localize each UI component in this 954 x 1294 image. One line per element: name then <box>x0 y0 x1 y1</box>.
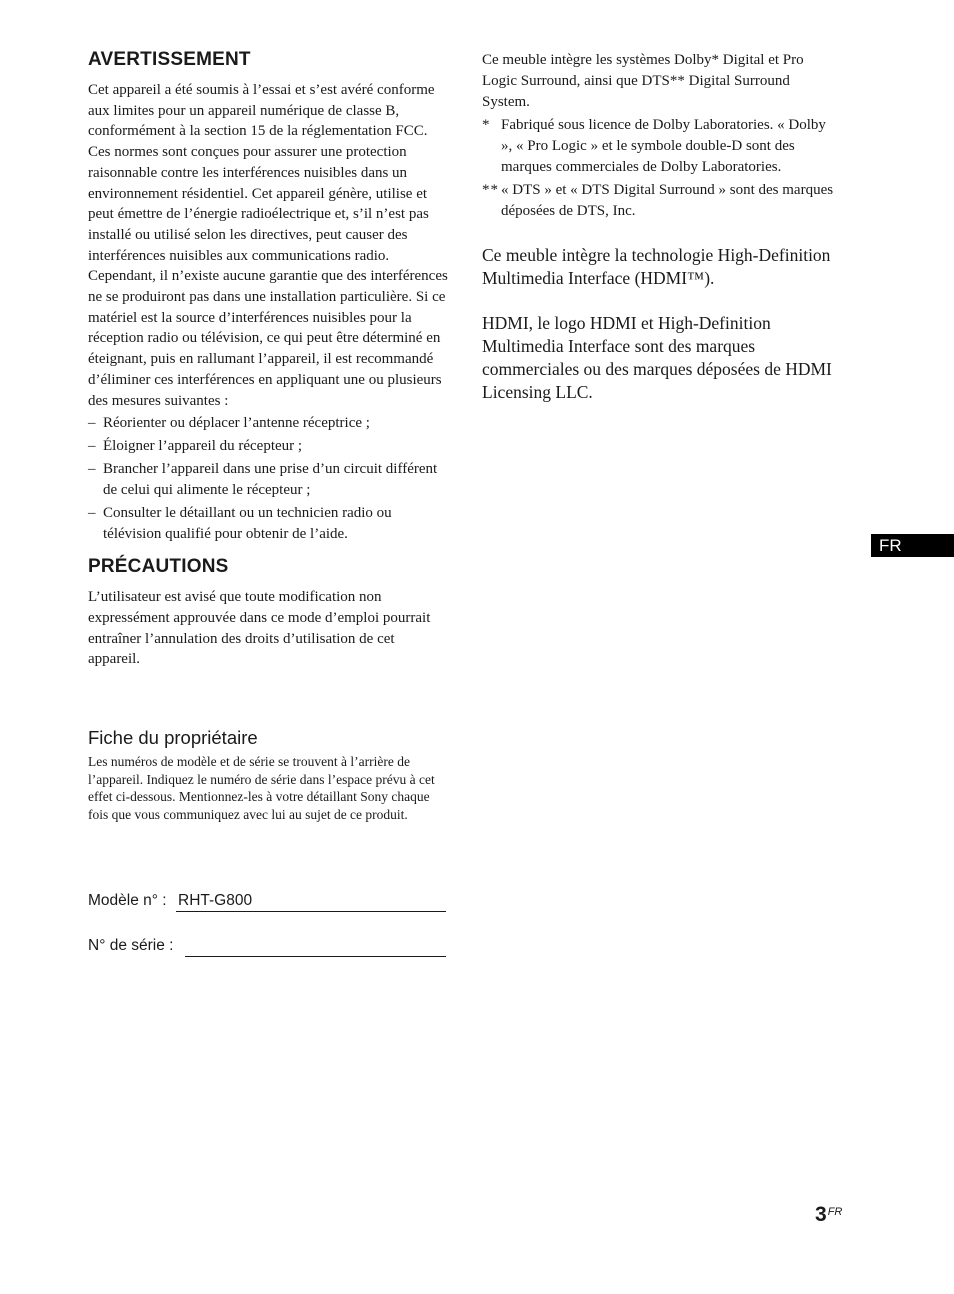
note-item <box>482 180 836 222</box>
list-item <box>88 503 448 545</box>
model-number-label: Modèle n° : <box>88 892 167 909</box>
page-number-suffix: FR <box>827 1206 843 1218</box>
model-number-field <box>88 888 446 912</box>
asterisk-marker: * <box>482 117 491 133</box>
right-column <box>482 50 836 404</box>
left-column <box>88 48 448 823</box>
hdmi-intro: Ce meuble intègre la technologie High-Definition Multimedia Interface (HDMI™). <box>482 245 831 288</box>
list-item <box>88 436 448 457</box>
hdmi-trademark: HDMI, le logo HDMI et High-Definition Multimedia Interface sont des marques commerciales ou des marques déposées de HDMI Licensing LLC. <box>482 313 832 402</box>
note-item <box>482 115 836 178</box>
note-text: « DTS » et « DTS Digital Surround » sont des marques déposées de DTS, Inc. <box>501 182 834 219</box>
model-number-value: RHT-G800 <box>178 892 253 909</box>
precautions-section <box>88 555 448 670</box>
dolby-dts-intro: Ce meuble intègre les systèmes Dolby* Digital et Pro Logic Surround, ainsi que DTS** Digital Surround System. <box>482 52 804 110</box>
serial-number-field <box>88 933 446 957</box>
serial-number-label: N° de série : <box>88 937 174 954</box>
list-item <box>88 459 448 501</box>
page-number <box>815 1203 842 1227</box>
list-item-text: Consulter le détaillant ou un technicien radio ou télévision qualifié pour obtenir de l’aide. <box>103 505 392 543</box>
list-item-text: Réorienter ou déplacer l’antenne réceptrice ; <box>103 415 370 432</box>
warning-measures-list <box>88 413 448 545</box>
model-number-line[interactable] <box>176 889 446 912</box>
dash-marker: – <box>88 461 96 478</box>
dash-marker: – <box>88 415 96 432</box>
warning-section <box>88 48 448 545</box>
dash-marker: – <box>88 505 96 522</box>
warning-heading: AVERTISSEMENT <box>88 49 251 70</box>
double-asterisk-marker: ** <box>482 182 499 198</box>
trademark-notes <box>482 115 836 222</box>
note-text: Fabriqué sous licence de Dolby Laboratories. « Dolby », « Pro Logic » et le symbole double-D sont des marques commerciales de Dolby Laboratories. <box>501 117 826 175</box>
dash-marker: – <box>88 438 96 455</box>
owner-record-heading: Fiche du propriétaire <box>88 727 258 749</box>
owner-record-section <box>88 726 448 823</box>
warning-body: Cet appareil a été soumis à l’essai et s’est avéré conforme aux limites pour un appareil numérique de classe B, conformément à la section 15 de la réglementation FCC. Ces normes sont conçues pour assurer une protection raisonnable contre les interférences nuisibles dans un environnement résidentiel. Cet appareil génère, utilise et peut émettre de l’énergie radioélectrique et, s’il n’est pas installé ou utilisé selon les directives, peut causer des interférences nuisibles aux communications radio. Cependant, il n’existe aucune garantie que des interférences ne se produiront pas dans une installation particulière. Si ce matériel est la source d’interférences nuisibles pour la réception radio ou télévision, ce qui peut être déterminé en éteignant, puis en rallumant l’appareil, il est recommandé d’éliminer ces interférences en appliquant une ou plusieurs des mesures suivantes : <box>88 82 448 409</box>
language-tab: FR <box>871 534 954 557</box>
list-item <box>88 413 448 434</box>
serial-number-line[interactable] <box>185 934 446 957</box>
precautions-heading: PRÉCAUTIONS <box>88 556 229 578</box>
page-number-value: 3 <box>815 1203 827 1226</box>
list-item-text: Brancher l’appareil dans une prise d’un circuit différent de celui qui alimente le récepteur ; <box>103 461 438 499</box>
list-item-text: Éloigner l’appareil du récepteur ; <box>103 438 303 455</box>
owner-record-body: Les numéros de modèle et de série se trouvent à l’arrière de l’appareil. Indiquez le numéro de série dans l’espace prévu à cet effet ci-dessous. Mentionnez-les à votre détaillant Sony chaque fois que vous communiquez avec lui au sujet de ce produit. <box>88 754 435 822</box>
precautions-body: L’utilisateur est avisé que toute modification non expressément approuvée dans ce mode d’emploi pourrait entraîner l’annulation des droits d’utilisation de cet appareil. <box>88 589 431 668</box>
